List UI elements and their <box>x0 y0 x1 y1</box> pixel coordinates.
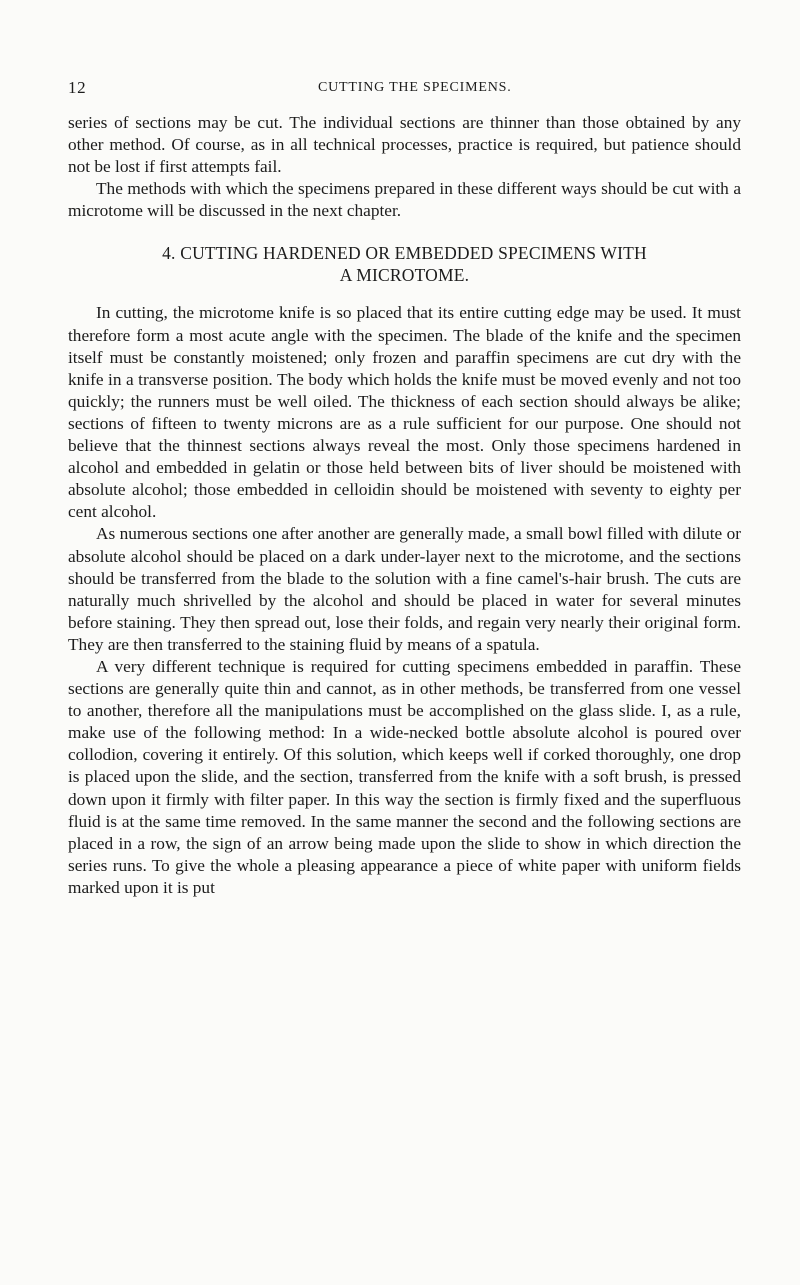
paragraph-continued: series of sections may be cut. The individual sections are thinner than those obtained by any other method. Of course, as in all technical processes, practice is required, but patience should not be lost if first attempts fail. <box>68 113 741 177</box>
body-text <box>68 112 741 899</box>
page-number: 12 <box>68 78 87 97</box>
section-heading <box>68 242 741 286</box>
paragraph: In cutting, the microtome knife is so placed that its entire cutting edge may be used. It must therefore form a most acute angle with the specimen. The blade of the knife and the specimen itself must be constantly moistened; only frozen and paraffin specimens are cut dry with the knife in a transverse position. The body which holds the knife must be moved evenly and not too quickly; the runners must be well oiled. The thickness of each section should always be alike; sections of fifteen to twenty microns are as a rule sufficient for our purpose. One should not believe that the thinnest sections always reveal the most. Only those specimens hardened in alcohol and embedded in gelatin or those held between bits of liver should be moistened with absolute alcohol; those embedded in celloidin should be moistened with seventy to eighty per cent alcohol. <box>68 303 741 522</box>
paragraph: As numerous sections one after another are generally made, a small bowl filled with dilute or absolute alcohol should be placed on a dark under-layer next to the microtome, and the sections should be transferred from the blade to the solution with a fine camel's-hair brush. The cuts are naturally much shrivelled by the alcohol and should be placed in water for several minutes before staining. They then spread out, lose their folds, and regain very nearly their original form. They are then transferred to the staining fluid by means of a spatula. <box>68 524 741 654</box>
running-head <box>68 78 741 106</box>
paragraph: A very different technique is required for cutting specimens embedded in paraffin. These sections are generally quite thin and cannot, as in other methods, be transferred from one vessel to another, therefore all the manipulations must be accomplished on the glass slide. I, as a rule, make use of the following method: In a wide-necked bottle absolute alcohol is poured over collodion, covering it entirely. Of this solution, which keeps well if corked thoroughly, one drop is placed upon the slide, and the section, transferred from the knife with a soft brush, is pressed down upon it firmly with filter paper. In this way the section is firmly fixed and the superfluous fluid is at the same time removed. In the same manner the second and the following sections are placed in a row, the sign of an arrow being made upon the slide to show in which direction the series runs. To give the whole a pleasing appearance a piece of white paper with uniform fields marked upon it is put <box>68 656 741 897</box>
book-page <box>68 78 741 899</box>
running-title: CUTTING THE SPECIMENS. <box>318 80 512 95</box>
section-heading-line: A MICROTOME. <box>339 265 470 286</box>
paragraph: The methods with which the specimens prepared in these different ways should be cut with a microtome will be discussed in the next chapter. <box>68 179 741 221</box>
section-heading-line: 4. CUTTING HARDENED OR EMBEDDED SPECIMENS WITH <box>162 243 647 264</box>
